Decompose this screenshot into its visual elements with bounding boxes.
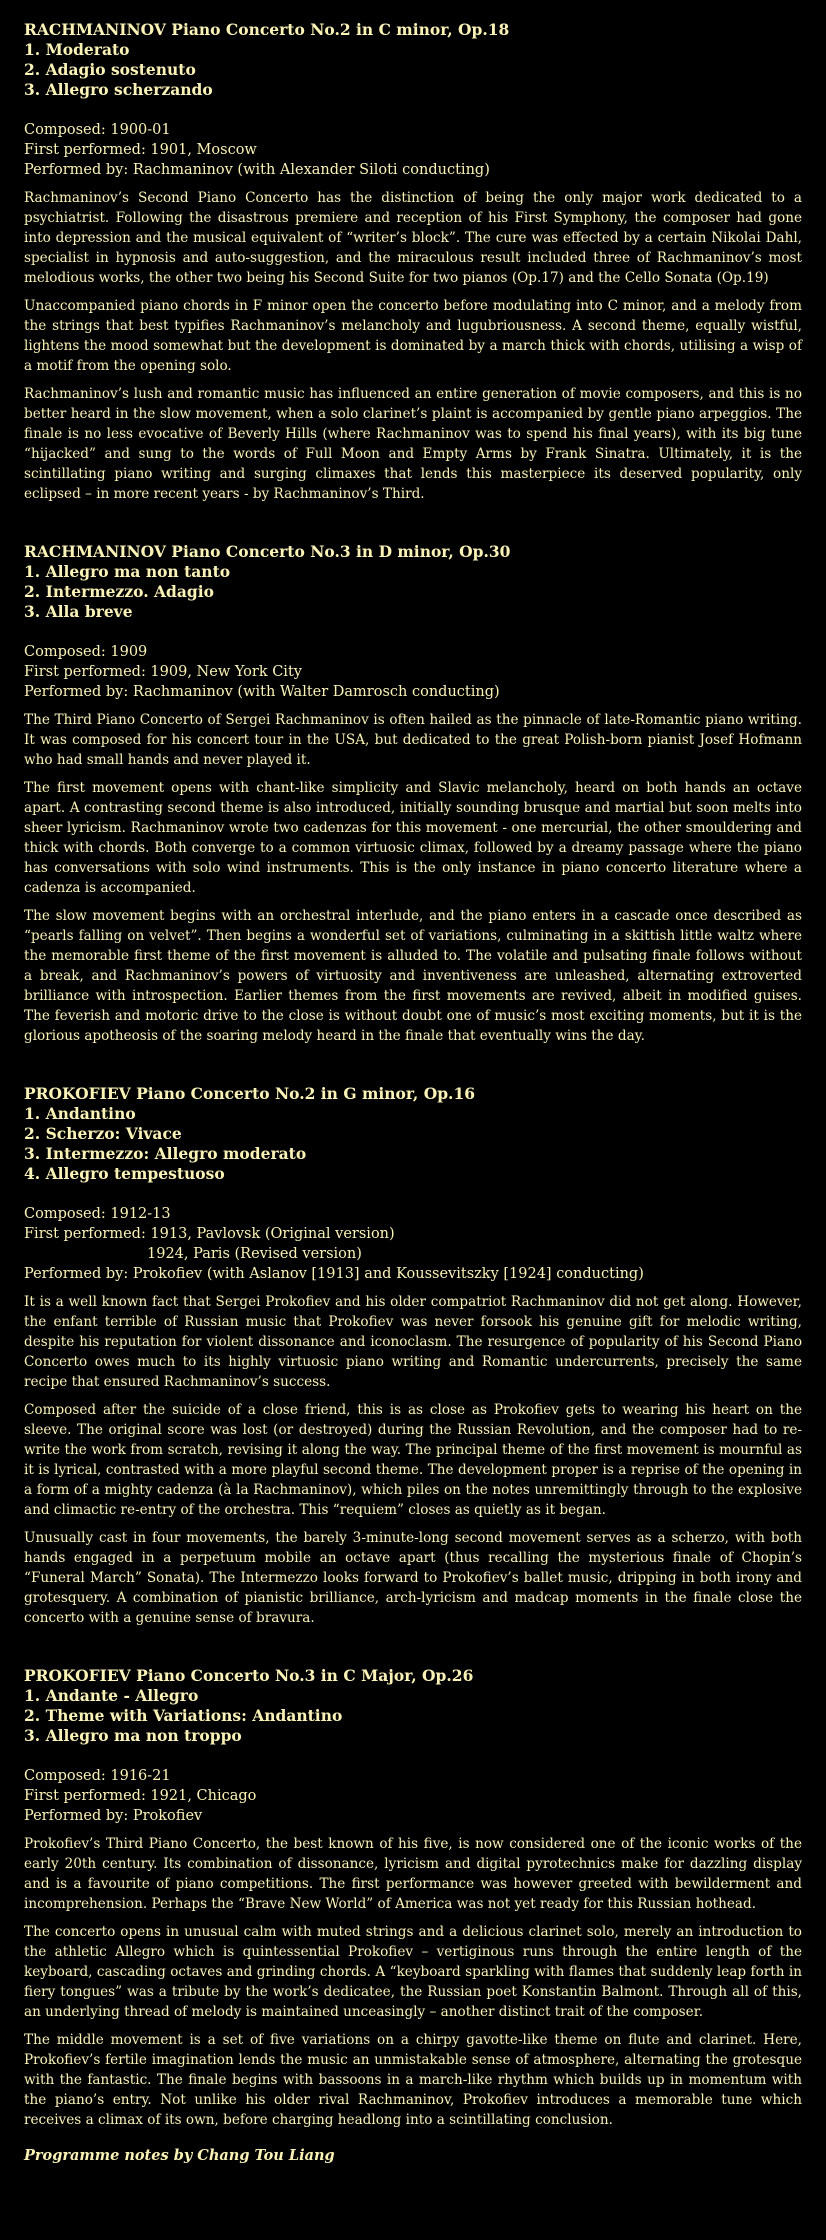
work-rachmaninov-2 xyxy=(24,20,802,504)
note-paragraph: Unaccompanied piano chords in F minor open the concerto before modulating into C minor, and a melody from the strings that best typifies Rachmaninov’s melancholy and lugubriousness. A second theme, equally wistful, lightens the mood somewhat but the development is dominated by a march thick with chords, utilising a wisp of a motif from the opening solo. xyxy=(24,298,802,374)
composed-line: Composed: 1912-13 xyxy=(24,1206,171,1222)
note-paragraph: Unusually cast in four movements, the barely 3-minute-long second movement serves as a scherzo, with both hands engaged in a perpetuum mobile an octave apart (thus recalling the mysterious finale of Chopin’s “Funeral March” Sonata). The Intermezzo looks forward to Prokofiev’s ballet music, dripping in both irony and grotesquery. A combination of pianistic brilliance, arch-lyricism and madcap moments in the finale close the concerto with a genuine sense of bravura. xyxy=(24,1530,802,1626)
movement-item: 2. Adagio sostenuto xyxy=(24,60,196,79)
movement-item: 3. Allegro scherzando xyxy=(24,80,213,99)
work-rachmaninov-3 xyxy=(24,542,802,1046)
movement-item: 4. Allegro tempestuoso xyxy=(24,1164,225,1183)
movement-item: 3. Allegro ma non troppo xyxy=(24,1726,242,1745)
note-paragraph: Rachmaninov’s lush and romantic music has influenced an entire generation of movie composers, and this is no better heard in the slow movement, when a solo clarinet’s plaint is accompanied by gentle piano arpeggios. The finale is no less evocative of Beverly Hills (where Rachmaninov was to spend his final years), with its big tune “hijacked” and sung to the words of Full Moon and Empty Arms by Frank Sinatra. Ultimately, it is the scintillating piano writing and surging climaxes that lends this masterpiece its deserved popularity, only eclipsed – in more recent years - by Rachmaninov’s Third. xyxy=(24,386,802,502)
note-paragraph: The Third Piano Concerto of Sergei Rachmaninov is often hailed as the pinnacle of late-Romantic piano writing. It was composed for his concert tour in the USA, but dedicated to the great Polish-born pianist Josef Hofmann who had small hands and never played it. xyxy=(24,712,802,768)
first-performed-revised-line: 1924, Paris (Revised version) xyxy=(147,1246,362,1262)
movement-list xyxy=(24,562,802,622)
work-prokofiev-3 xyxy=(24,1666,802,2166)
note-paragraph: Rachmaninov’s Second Piano Concerto has the distinction of being the only major work dedicated to a psychiatrist. Following the disastrous premiere and reception of his First Symphony, the composer had gone into depression and the musical equivalent of “writer’s block”. The cure was effected by a certain Nikolai Dahl, specialist in hypnosis and auto-suggestion, and the miraculous result included three of Rachmaninov’s most melodious works, the other two being his Second Suite for two pianos (Op.17) and the Cello Sonata (Op.19) xyxy=(24,190,802,286)
first-performed-line: First performed: 1921, Chicago xyxy=(24,1788,257,1804)
movement-item: 1. Allegro ma non tanto xyxy=(24,562,231,581)
note-paragraph: The middle movement is a set of five variations on a chirpy gavotte-like theme on flute and clarinet. Here, Prokofiev’s fertile imagination lends the music an unmistakable sense of atmosphere, alternating the grotesque with the fantastic. The finale begins with bassoons in a march-like rhythm which builds up in momentum with the piano’s entry. Not unlike his older rival Rachmaninov, Prokofiev introduces a memorable tune which receives a climax of its own, before charging headlong into a scintillating conclusion. xyxy=(24,2032,802,2128)
movement-item: 3. Alla breve xyxy=(24,602,133,621)
movement-list xyxy=(24,1104,802,1184)
first-performed-line: First performed: 1901, Moscow xyxy=(24,142,257,158)
composed-line: Composed: 1916-21 xyxy=(24,1768,171,1784)
note-paragraph: It is a well known fact that Sergei Prokofiev and his older compatriot Rachmaninov did not get along. However, the enfant terrible of Russian music that Prokofiev was never forsook his genuine gift for melodic writing, despite his reputation for violent dissonance and iconoclasm. The resurgence of popularity of his Second Piano Concerto owes much to its highly virtuosic piano writing and Romantic undercurrents, precisely the same recipe that ensured Rachmaninov’s success. xyxy=(24,1294,802,1390)
movement-item: 3. Intermezzo: Allegro moderato xyxy=(24,1144,307,1163)
work-facts xyxy=(24,1766,802,1826)
work-title: RACHMANINOV Piano Concerto No.2 in C minor, Op.18 xyxy=(24,20,510,39)
work-title: RACHMANINOV Piano Concerto No.3 in D minor, Op.30 xyxy=(24,542,511,561)
performed-by-line: Performed by: Rachmaninov (with Walter Damrosch conducting) xyxy=(24,684,500,700)
movement-item: 2. Theme with Variations: Andantino xyxy=(24,1706,343,1725)
movement-item: 1. Andante - Allegro xyxy=(24,1686,199,1705)
note-paragraph: Prokofiev’s Third Piano Concerto, the best known of his five, is now considered one of the iconic works of the early 20th century. Its combination of dissonance, lyricism and digital pyrotechnics make for dazzling display and is a favourite of piano competitions. The first performance was however greeted with bewilderment and incomprehension. Perhaps the “Brave New World” of America was not yet ready for this Russian hothead. xyxy=(24,1836,802,1912)
performed-by-line: Performed by: Rachmaninov (with Alexander Siloti conducting) xyxy=(24,162,490,178)
movement-item: 1. Moderato xyxy=(24,40,130,59)
movement-item: 2. Scherzo: Vivace xyxy=(24,1124,182,1143)
work-facts xyxy=(24,1204,802,1284)
work-prokofiev-2 xyxy=(24,1084,802,1628)
performed-by-line: Performed by: Prokofiev (with Aslanov [1913] and Koussevitszky [1924] conducting) xyxy=(24,1266,644,1282)
note-paragraph: The first movement opens with chant-like simplicity and Slavic melancholy, heard on both hands an octave apart. A contrasting second theme is also introduced, initially sounding brusque and martial but soon melts into sheer lyricism. Rachmaninov wrote two cadenzas for this movement - one mercurial, the other smouldering and thick with chords. Both converge to a common virtuosic climax, followed by a dreamy passage where the piano has conversations with solo wind instruments. This is the only instance in piano concerto literature where a cadenza is accompanied. xyxy=(24,780,802,896)
note-paragraph: The concerto opens in unusual calm with muted strings and a delicious clarinet solo, merely an introduction to the athletic Allegro which is quintessential Prokofiev – vertiginous runs through the entire length of the keyboard, cascading octaves and grinding chords. A “keyboard sparkling with flames that suddenly leap forth in fiery tongues” was a tribute by the work’s dedicatee, the Russian poet Konstantin Balmont. Through all of this, an underlying thread of melody is maintained unceasingly – another distinct trait of the composer. xyxy=(24,1924,802,2020)
movement-item: 2. Intermezzo. Adagio xyxy=(24,582,214,601)
movement-list xyxy=(24,1686,802,1746)
composed-line: Composed: 1909 xyxy=(24,644,148,660)
work-title: PROKOFIEV Piano Concerto No.3 in C Major, Op.26 xyxy=(24,1666,474,1685)
first-performed-line: First performed: 1913, Pavlovsk (Original version) xyxy=(24,1226,395,1242)
work-facts xyxy=(24,120,802,180)
work-title: PROKOFIEV Piano Concerto No.2 in G minor, Op.16 xyxy=(24,1084,476,1103)
movement-list xyxy=(24,40,802,100)
note-paragraph: Composed after the suicide of a close friend, this is as close as Prokofiev gets to wearing his heart on the sleeve. The original score was lost (or destroyed) during the Russian Revolution, and the composer had to re-write the work from scratch, revising it along the way. The principal theme of the first movement is mournful as it is lyrical, contrasted with a more playful second theme. The development proper is a reprise of the opening in a form of a mighty cadenza (à la Rachmaninov), which piles on the notes unremittingly through to the explosive and climactic re-entry of the orchestra. This “requiem” closes as quietly as it began. xyxy=(24,1402,802,1518)
programme-notes-credit: Programme notes by Chang Tou Liang xyxy=(24,2147,335,2164)
note-paragraph: The slow movement begins with an orchestral interlude, and the piano enters in a cascade once described as “pearls falling on velvet”. Then begins a wonderful set of variations, culminating in a skittish little waltz where the memorable first theme of the first movement is alluded to. The volatile and pulsating finale follows without a break, and Rachmaninov’s powers of virtuosity and inventiveness are unleashed, alternating extroverted brilliance with introspection. Earlier themes from the first movements are revived, albeit in modified guises. The feverish and motoric drive to the close is without doubt one of music’s most exciting moments, but it is the glorious apotheosis of the soaring melody heard in the finale that eventually wins the day. xyxy=(24,908,802,1044)
work-facts xyxy=(24,642,802,702)
composed-line: Composed: 1900-01 xyxy=(24,122,171,138)
first-performed-line: First performed: 1909, New York City xyxy=(24,664,302,680)
performed-by-line: Performed by: Prokofiev xyxy=(24,1808,203,1824)
movement-item: 1. Andantino xyxy=(24,1104,136,1123)
